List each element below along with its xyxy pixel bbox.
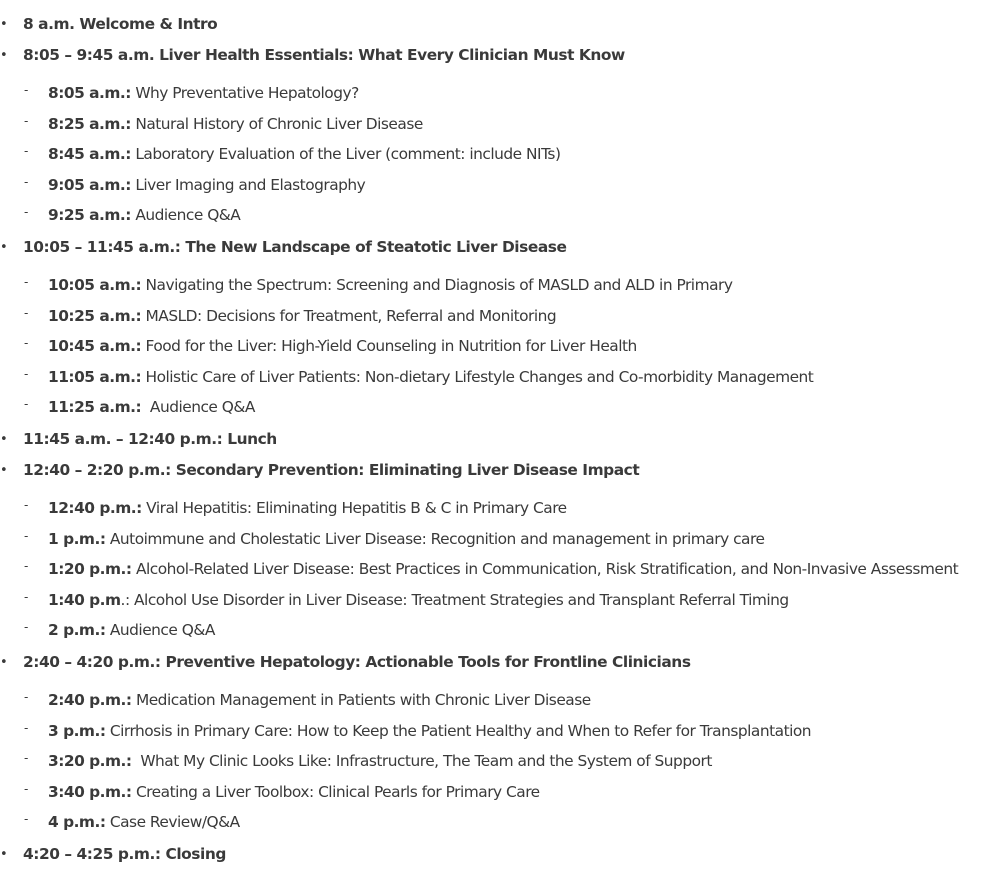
talk-time: 2:40 p.m.:	[48, 690, 132, 709]
bullet-icon: •	[0, 462, 8, 478]
dash-icon: -	[24, 397, 29, 412]
bullet-icon: •	[0, 654, 8, 670]
talk-text	[48, 524, 764, 554]
talk-item	[0, 301, 987, 332]
bullet-icon: •	[0, 431, 8, 447]
talk-time: 1:20 p.m.:	[48, 560, 132, 579]
dash-icon: -	[24, 113, 29, 128]
talk-time: 8:25 a.m.:	[48, 114, 131, 133]
session-row	[0, 235, 987, 266]
session-title: 12:40 – 2:20 p.m.: Secondary Prevention: Eliminating Liver Disease Impact	[23, 460, 640, 479]
talk-time: 3:20 p.m.:	[48, 752, 132, 771]
talk-time: 3:40 p.m.:	[48, 782, 132, 801]
talk-item	[0, 554, 987, 585]
talk-text	[48, 270, 732, 300]
session-title: 2:40 – 4:20 p.m.: Preventive Hepatology: Actionable Tools for Frontline Clinicians	[23, 652, 691, 671]
talk-item	[0, 524, 987, 555]
dash-icon: -	[24, 589, 29, 604]
talk-topic: Medication Management in Patients with Chronic Liver Disease	[131, 690, 591, 709]
session-title: 4:20 – 4:25 p.m.: Closing	[23, 844, 226, 863]
talk-list	[0, 489, 987, 650]
talk-time: 11:25 a.m.:	[48, 398, 142, 417]
bullet-icon: •	[0, 48, 8, 63]
talk-topic: Holistic Care of Liver Patients: Non-dietary Lifestyle Changes and Co-morbidity Management	[141, 367, 814, 386]
talk-item	[0, 777, 987, 808]
session-row	[0, 12, 987, 43]
agenda-session	[0, 12, 987, 43]
talk-item	[0, 615, 987, 646]
talk-topic: Cirrhosis in Primary Care: How to Keep the Patient Healthy and When to Refer for Transplantation	[105, 721, 812, 740]
talk-item	[0, 585, 987, 616]
talk-time: 8:45 a.m.:	[48, 145, 131, 164]
dash-icon: -	[24, 144, 29, 159]
session-row	[0, 427, 987, 458]
talk-text	[48, 301, 556, 331]
talk-list	[0, 266, 987, 427]
dash-icon: -	[24, 305, 29, 320]
talk-text	[48, 200, 240, 230]
bullet-icon: •	[0, 846, 8, 862]
talk-time: 11:05 a.m.:	[48, 367, 142, 386]
agenda-list	[0, 12, 987, 873]
session-row	[0, 43, 987, 74]
talk-topic: Alcohol Use Disorder in Liver Disease: Treatment Strategies and Transplant Referral Timing	[129, 590, 789, 609]
dash-icon: -	[24, 366, 29, 381]
talk-time: 10:45 a.m.:	[48, 337, 142, 356]
talk-item	[0, 331, 987, 362]
talk-text	[48, 139, 560, 169]
talk-text	[48, 170, 365, 200]
dash-icon: -	[24, 336, 29, 351]
talk-time-suffix: .:	[120, 590, 130, 609]
talk-list	[0, 74, 987, 235]
talk-item	[0, 746, 987, 777]
dash-icon: -	[24, 559, 29, 574]
talk-time: 9:05 a.m.:	[48, 175, 131, 194]
talk-item	[0, 362, 987, 393]
session-title: 10:05 – 11:45 a.m.: The New Landscape of Steatotic Liver Disease	[23, 237, 567, 256]
session-row	[0, 842, 987, 873]
talk-item	[0, 200, 987, 231]
agenda-session	[0, 650, 987, 842]
talk-topic: Creating a Liver Toolbox: Clinical Pearls for Primary Care	[131, 782, 540, 801]
talk-item	[0, 807, 987, 838]
talk-item	[0, 109, 987, 140]
session-title: 8 a.m. Welcome & Intro	[23, 15, 218, 33]
talk-topic: Autoimmune and Cholestatic Liver Disease: Recognition and management in primary care	[105, 529, 765, 548]
dash-icon: -	[24, 751, 29, 766]
talk-text	[48, 362, 813, 392]
talk-topic: Liver Imaging and Elastography	[130, 175, 366, 194]
talk-topic: Navigating the Spectrum: Screening and Diagnosis of MASLD and ALD in Primary	[141, 275, 733, 294]
talk-time: 10:05 a.m.:	[48, 275, 142, 294]
talk-list	[0, 681, 987, 842]
session-row	[0, 650, 987, 681]
dash-icon: -	[24, 205, 29, 220]
dash-icon: -	[24, 620, 29, 635]
talk-item	[0, 392, 987, 423]
talk-text	[48, 554, 958, 584]
talk-item	[0, 716, 987, 747]
talk-text	[48, 331, 637, 361]
dash-icon: -	[24, 781, 29, 796]
talk-topic: Laboratory Evaluation of the Liver (comment: include NITs)	[130, 145, 561, 164]
dash-icon: -	[24, 689, 29, 704]
talk-time: 10:25 a.m.:	[48, 306, 142, 325]
talk-item	[0, 685, 987, 716]
talk-item	[0, 139, 987, 170]
talk-topic: Viral Hepatitis: Eliminating Hepatitis B & C in Primary Care	[141, 498, 567, 517]
talk-text	[48, 716, 811, 746]
talk-time: 1:40 p.m	[48, 590, 121, 609]
dash-icon: -	[24, 83, 29, 97]
talk-text	[48, 493, 567, 523]
talk-topic: Case Review/Q&A	[105, 813, 240, 832]
talk-item	[0, 78, 987, 109]
talk-text	[48, 777, 540, 807]
talk-time: 8:05 a.m.:	[48, 84, 131, 102]
talk-text	[48, 685, 591, 715]
bullet-icon: •	[0, 239, 8, 255]
talk-item	[0, 493, 987, 524]
talk-text	[48, 109, 423, 139]
talk-text	[48, 746, 712, 776]
talk-topic: MASLD: Decisions for Treatment, Referral and Monitoring	[141, 306, 557, 325]
dash-icon: -	[24, 812, 29, 827]
talk-topic: Food for the Liver: High-Yield Counseling in Nutrition for Liver Health	[141, 337, 637, 356]
talk-topic: Alcohol-Related Liver Disease: Best Practices in Communication, Risk Stratification, and Non-Invasive Assessment	[131, 560, 959, 579]
talk-item	[0, 270, 987, 301]
talk-time: 1 p.m.:	[48, 529, 106, 548]
talk-text	[48, 392, 255, 422]
dash-icon: -	[24, 274, 29, 289]
agenda-session	[0, 235, 987, 427]
talk-text	[48, 585, 789, 615]
talk-topic: Audience Q&A	[141, 398, 255, 417]
session-title: 8:05 – 9:45 a.m. Liver Health Essentials: What Every Clinician Must Know	[23, 46, 625, 64]
dash-icon: -	[24, 497, 29, 512]
agenda-session	[0, 842, 987, 873]
talk-time: 4 p.m.:	[48, 813, 106, 832]
dash-icon: -	[24, 720, 29, 735]
session-row	[0, 458, 987, 489]
dash-icon: -	[24, 174, 29, 189]
session-title: 11:45 a.m. – 12:40 p.m.: Lunch	[23, 429, 277, 448]
talk-topic: Audience Q&A	[130, 206, 241, 225]
talk-topic: Natural History of Chronic Liver Disease	[130, 114, 423, 133]
talk-topic: Why Preventative Hepatology?	[130, 84, 359, 102]
talk-text	[48, 615, 215, 645]
bullet-icon: •	[0, 17, 8, 32]
talk-time: 12:40 p.m.:	[48, 498, 142, 517]
talk-time: 9:25 a.m.:	[48, 206, 131, 225]
agenda-session	[0, 427, 987, 458]
talk-time: 2 p.m.:	[48, 621, 106, 640]
dash-icon: -	[24, 528, 29, 543]
agenda-session	[0, 43, 987, 235]
talk-text	[48, 78, 359, 108]
talk-item	[0, 170, 987, 201]
talk-time: 3 p.m.:	[48, 721, 106, 740]
talk-topic: What My Clinic Looks Like: Infrastructure, The Team and the System of Support	[131, 752, 712, 771]
talk-topic: Audience Q&A	[105, 621, 215, 640]
agenda-session	[0, 458, 987, 650]
talk-text	[48, 807, 240, 837]
